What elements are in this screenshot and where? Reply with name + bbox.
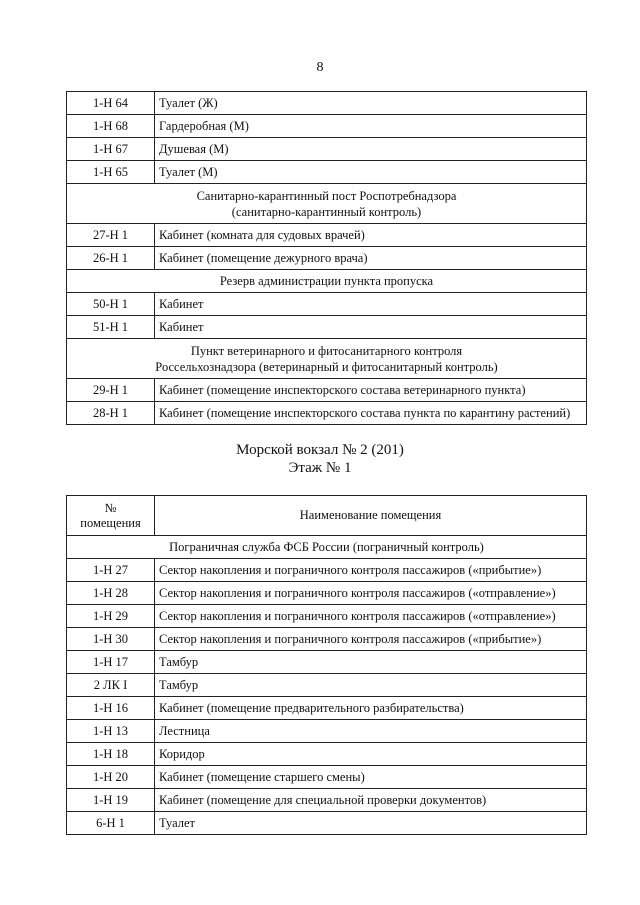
section-row xyxy=(67,270,587,293)
table-row xyxy=(67,293,587,316)
room-name: Лестница xyxy=(155,720,587,743)
room-number: 2 ЛК I xyxy=(67,674,155,697)
page-number: 8 xyxy=(316,60,324,75)
room-number: 51-Н 1 xyxy=(67,316,155,339)
room-number: 1-Н 13 xyxy=(67,720,155,743)
heading-building: Морской вокзал № 2 (201) xyxy=(236,442,404,458)
table-row xyxy=(67,674,587,697)
heading-floor: Этаж № 1 xyxy=(288,460,352,476)
table-row xyxy=(67,720,587,743)
table-row xyxy=(67,812,587,835)
section-row xyxy=(67,184,587,224)
section-heading xyxy=(0,441,640,477)
room-name: Кабинет (помещение старшего смены) xyxy=(155,766,587,789)
table-row xyxy=(67,247,587,270)
room-number: 50-Н 1 xyxy=(67,293,155,316)
room-number: 27-Н 1 xyxy=(67,224,155,247)
table-row xyxy=(67,651,587,674)
header-room-number-line1: № xyxy=(104,500,117,515)
room-number: 1-Н 16 xyxy=(67,697,155,720)
rooms-table-floor-1 xyxy=(66,495,587,835)
table-header-row xyxy=(67,496,587,536)
room-number: 1-Н 30 xyxy=(67,628,155,651)
room-name: Сектор накопления и пограничного контроля пассажиров («отправление») xyxy=(155,582,587,605)
section-title-line: Россельхознадзора (ветеринарный и фитосанитарный контроль) xyxy=(155,359,498,374)
room-number: 1-Н 17 xyxy=(67,651,155,674)
room-number: 1-Н 18 xyxy=(67,743,155,766)
table-row xyxy=(67,766,587,789)
rooms-table-continued xyxy=(66,91,587,425)
room-number: 29-Н 1 xyxy=(67,379,155,402)
room-number: 1-Н 65 xyxy=(67,161,155,184)
room-number: 1-Н 20 xyxy=(67,766,155,789)
table-row xyxy=(67,402,587,425)
room-number: 6-Н 1 xyxy=(67,812,155,835)
table-row xyxy=(67,789,587,812)
room-name: Кабинет (помещение предварительного разбирательства) xyxy=(155,697,587,720)
room-name: Сектор накопления и пограничного контроля пассажиров («отправление») xyxy=(155,605,587,628)
table-row xyxy=(67,379,587,402)
room-name: Туалет (Ж) xyxy=(155,92,587,115)
room-number: 28-Н 1 xyxy=(67,402,155,425)
table-row xyxy=(67,138,587,161)
room-name: Кабинет (помещение инспекторского состава пункта по карантину растений) xyxy=(155,402,587,425)
section-title xyxy=(67,270,587,293)
room-number: 1-Н 67 xyxy=(67,138,155,161)
header-room-name: Наименование помещения xyxy=(155,496,587,536)
room-name: Тамбур xyxy=(155,651,587,674)
room-number: 1-Н 29 xyxy=(67,605,155,628)
table-row xyxy=(67,161,587,184)
room-name: Душевая (М) xyxy=(155,138,587,161)
table-row xyxy=(67,559,587,582)
section-row xyxy=(67,339,587,379)
room-number: 1-Н 64 xyxy=(67,92,155,115)
table-row xyxy=(67,115,587,138)
room-name: Сектор накопления и пограничного контроля пассажиров («прибытие») xyxy=(155,559,587,582)
room-name: Кабинет xyxy=(155,316,587,339)
section-title-line: Санитарно-карантинный пост Роспотребнадзора xyxy=(196,188,457,203)
room-name: Коридор xyxy=(155,743,587,766)
section-title-line: Пункт ветеринарного и фитосанитарного контроля xyxy=(190,343,463,358)
room-name: Гардеробная (М) xyxy=(155,115,587,138)
section-title xyxy=(67,536,587,559)
table-row xyxy=(67,224,587,247)
room-name: Тамбур xyxy=(155,674,587,697)
table-row xyxy=(67,697,587,720)
section-title xyxy=(67,184,587,224)
table-row xyxy=(67,316,587,339)
room-number: 1-Н 68 xyxy=(67,115,155,138)
room-number: 1-Н 19 xyxy=(67,789,155,812)
room-number: 26-Н 1 xyxy=(67,247,155,270)
table-row xyxy=(67,743,587,766)
room-number: 1-Н 28 xyxy=(67,582,155,605)
room-name: Кабинет (помещение для специальной проверки документов) xyxy=(155,789,587,812)
section-title-line: Резерв администрации пункта пропуска xyxy=(219,274,434,288)
section-title-line: Пограничная служба ФСБ России (пограничный контроль) xyxy=(169,540,484,554)
section-row xyxy=(67,536,587,559)
header-room-number xyxy=(67,496,155,536)
room-name: Кабинет xyxy=(155,293,587,316)
room-number: 1-Н 27 xyxy=(67,559,155,582)
table-row xyxy=(67,605,587,628)
table-row xyxy=(67,582,587,605)
room-name: Кабинет (помещение инспекторского состава ветеринарного пункта) xyxy=(155,379,587,402)
section-title-line: (санитарно-карантинный контроль) xyxy=(231,204,422,219)
room-name: Кабинет (комната для судовых врачей) xyxy=(155,224,587,247)
section-title xyxy=(67,339,587,379)
room-name: Сектор накопления и пограничного контроля пассажиров («прибытие») xyxy=(155,628,587,651)
room-name: Туалет (М) xyxy=(155,161,587,184)
header-room-number-line2: помещения xyxy=(80,515,141,530)
table-row xyxy=(67,92,587,115)
room-name: Кабинет (помещение дежурного врача) xyxy=(155,247,587,270)
room-name: Туалет xyxy=(155,812,587,835)
table-row xyxy=(67,628,587,651)
